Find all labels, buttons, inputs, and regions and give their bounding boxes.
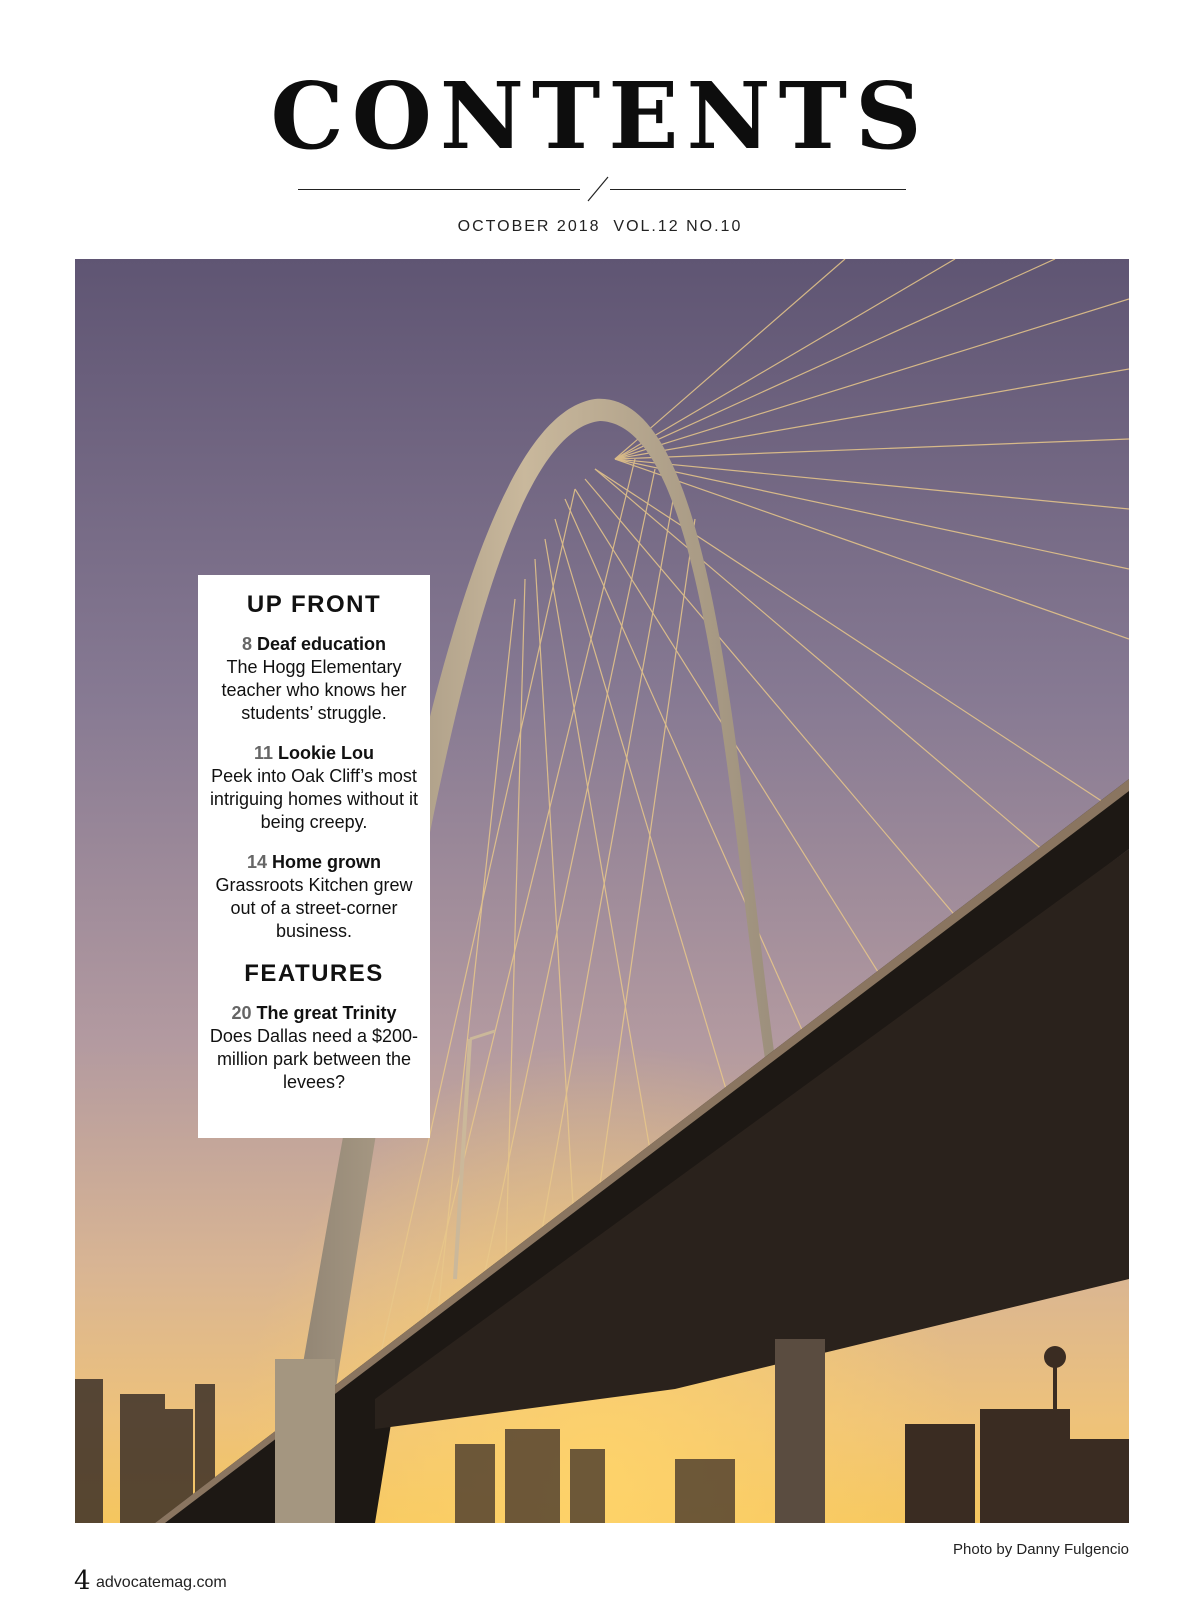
item-description: Does Dallas need a $200-million park between the levees? <box>209 1026 419 1092</box>
pier-left <box>275 1359 335 1523</box>
item-title: Deaf education <box>257 634 387 654</box>
item-description: The Hogg Elementary teacher who knows her students’ struggle. <box>221 657 407 723</box>
page-number: 8 <box>241 634 252 654</box>
item-title: The great Trinity <box>256 1003 397 1023</box>
page-number: 14 <box>246 852 267 872</box>
item-title: Home grown <box>272 852 382 872</box>
toc-item[interactable] <box>198 851 430 943</box>
item-title: Lookie Lou <box>278 743 375 763</box>
section-heading: UP FRONT <box>246 591 382 618</box>
toc-item[interactable] <box>198 742 430 834</box>
title-rule-left <box>298 189 580 190</box>
page-title: CONTENTS <box>270 62 930 170</box>
issue-line: OCTOBER 2018 VOL.12 NO.10 <box>457 218 743 235</box>
title-rule-right <box>610 189 906 190</box>
page-number: 20 <box>231 1003 252 1023</box>
slash-divider-icon <box>586 176 610 202</box>
section-features <box>198 960 430 1094</box>
photo-credit: Photo by Danny Fulgencio <box>953 1541 1129 1558</box>
table-of-contents <box>198 575 430 1138</box>
toc-item[interactable] <box>198 633 430 725</box>
item-description: Peek into Oak Cliff’s most intriguing homes without it being creepy. <box>209 766 419 832</box>
bridge-photo <box>75 259 1129 1523</box>
page-number: 11 <box>253 743 273 763</box>
item-description: Grassroots Kitchen grew out of a street-corner business. <box>215 875 413 941</box>
site-url[interactable]: advocatemag.com <box>96 1574 227 1591</box>
section-up-front <box>198 575 430 943</box>
page-number-folio: 4 <box>74 1566 91 1596</box>
pier-right <box>775 1339 825 1523</box>
toc-item[interactable] <box>198 1002 430 1094</box>
section-heading: FEATURES <box>244 960 384 987</box>
